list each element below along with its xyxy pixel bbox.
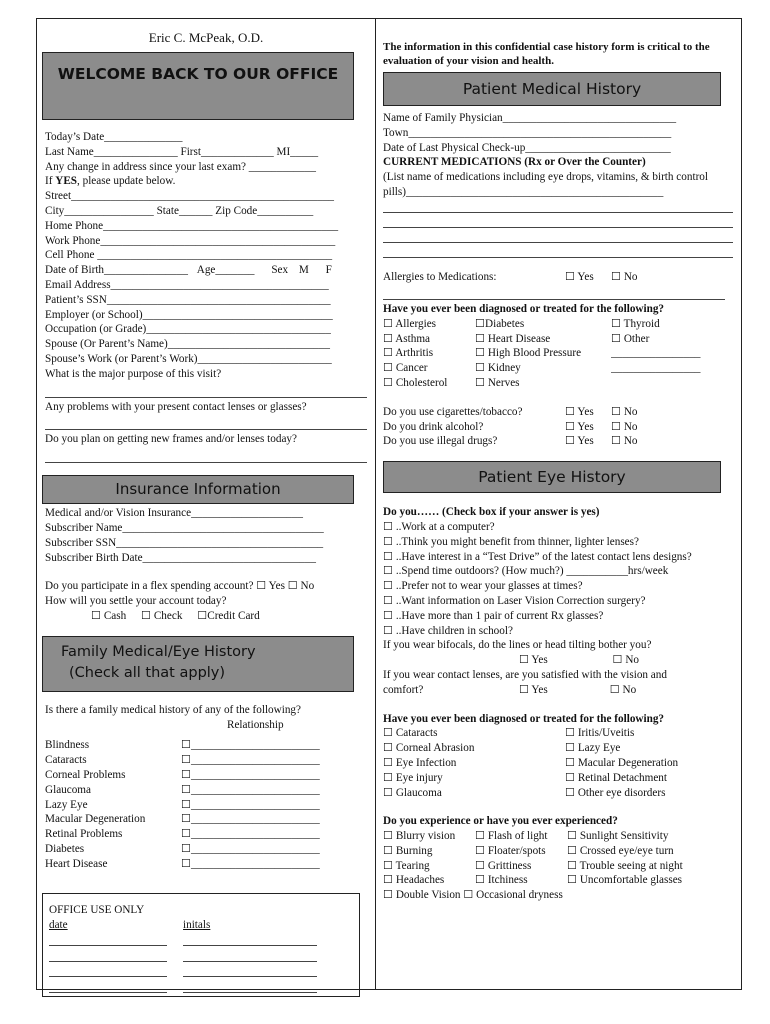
do-you-checkbox-item[interactable]: ☐ ..Work at a computer?	[383, 520, 495, 533]
sex-f-option[interactable]: F	[325, 264, 332, 277]
eye-condition-checkbox[interactable]: ☐ Eye injury	[383, 771, 443, 784]
office-date-line[interactable]	[49, 964, 167, 977]
eye-condition-row	[383, 786, 733, 801]
family-condition-label: Diabetes	[45, 842, 85, 855]
eye-condition-checkbox[interactable]: ☐ Other eye disorders	[565, 786, 666, 799]
condition-checkbox[interactable]	[611, 376, 725, 391]
family-history-row	[45, 783, 367, 798]
condition-checkbox[interactable]: ☐ Arthritis	[383, 347, 434, 360]
column-divider	[375, 18, 376, 990]
eye-history-section	[383, 505, 733, 903]
if-yes-bold: YES	[55, 175, 78, 188]
age-label: Age_______	[196, 264, 255, 277]
if-yes-note	[45, 174, 367, 189]
spouse-work-field[interactable]: Spouse’s Work (or Parent’s Work)________________________	[45, 352, 332, 365]
condition-checkbox[interactable]: ☐ Kidney	[475, 362, 521, 375]
medications-note[interactable]: (List name of medications including eye drops, vitamins, & birth control pills)______________________________________________	[383, 171, 708, 199]
office-initials-label: initals	[183, 919, 211, 932]
condition-checkbox[interactable]: ☐ Heart Disease	[475, 332, 551, 345]
family-history-row	[45, 798, 367, 813]
sex-label: Sex	[271, 264, 289, 277]
bifocal-options	[383, 653, 733, 668]
contact-lens-question-end	[383, 683, 733, 698]
habit-no-checkbox[interactable]: ☐ No	[611, 420, 638, 433]
family-relationship-checkbox[interactable]: ☐_______________________	[181, 857, 320, 870]
condition-checkbox[interactable]: ☐ Nerves	[475, 376, 520, 389]
symptom-row	[383, 829, 733, 844]
eye-condition-checkbox[interactable]: ☐ Iritis/Uveitis	[565, 727, 635, 740]
eye-condition-checkbox[interactable]: ☐ Macular Degeneration	[565, 756, 679, 769]
eye-condition-checkbox[interactable]: ☐ Retinal Detachment	[565, 771, 667, 784]
condition-checkbox[interactable]: ☐ Cholesterol	[383, 376, 448, 389]
do-you-checkbox-item[interactable]: ☐ ..Have more than 1 pair of current Rx glasses?	[383, 609, 604, 622]
symptom-row	[383, 859, 733, 874]
habits-list	[383, 405, 733, 449]
visit-purpose-answer-line[interactable]	[45, 385, 367, 398]
condition-row	[383, 317, 733, 332]
condition-checkbox[interactable]: ☐ Thyroid	[611, 317, 660, 330]
subscriber-name-field[interactable]: Subscriber Name____________________________________	[45, 521, 324, 534]
relationship-label: Relationship	[227, 718, 284, 731]
family-physician-field[interactable]: Name of Family Physician_______________________________	[383, 112, 677, 124]
family-relationship-checkbox[interactable]: ☐_______________________	[181, 783, 320, 796]
eye-condition-checkbox[interactable]: ☐ Cataracts	[383, 727, 438, 740]
street-field[interactable]: Street_______________________________________________	[45, 190, 335, 203]
subscriber-ssn-field[interactable]: Subscriber SSN_____________________________________	[45, 536, 324, 549]
left-column	[45, 24, 367, 932]
medications-line[interactable]	[383, 215, 733, 228]
office-date-line[interactable]	[49, 980, 167, 993]
do-you-checkbox-item[interactable]: ☐ ..Spend time outdoors? (How much?) ___________hrs/week	[383, 565, 669, 578]
contacts-problem-question: Any problems with your present contact lenses or glasses?	[45, 400, 307, 413]
family-history-section	[45, 703, 367, 872]
city-state-zip-field[interactable]: City________________ State______ Zip Code__________	[45, 204, 314, 217]
condition-checkbox[interactable]: ☐ Other	[611, 332, 650, 345]
family-condition-label: Macular Degeneration	[45, 813, 146, 826]
office-use-title: OFFICE USE ONLY	[49, 904, 145, 917]
family-history-row	[45, 842, 367, 857]
symptoms-last-row[interactable]: ☐ Double Vision ☐ Occasional dryness	[383, 889, 563, 902]
family-relationship-checkbox[interactable]: ☐_______________________	[181, 739, 320, 752]
symptom-checkbox[interactable]: ☐ Sunlight Sensitivity	[567, 830, 669, 843]
bifocal-question: If you wear bifocals, do the lines or head tilting bother you?	[383, 639, 652, 652]
family-history-row	[45, 857, 367, 872]
family-relationship-checkbox[interactable]: ☐_______________________	[181, 842, 320, 855]
habit-no-checkbox[interactable]: ☐ No	[611, 405, 638, 418]
family-history-row	[45, 738, 367, 753]
symptom-checkbox[interactable]: ☐ Burning	[383, 844, 433, 857]
condition-checkbox[interactable]: ☐Diabetes	[475, 317, 525, 330]
symptom-checkbox[interactable]: ☐ Flash of light	[475, 830, 548, 843]
subscriber-birth-field[interactable]: Subscriber Birth Date_______________________________	[45, 551, 316, 564]
contact-no-checkbox[interactable]: ☐ No	[609, 683, 637, 696]
name-field[interactable]: Last Name_______________ First_____________ MI_____	[45, 145, 319, 158]
work-phone-field[interactable]: Work Phone__________________________________________	[45, 234, 336, 247]
insurance-section	[45, 506, 367, 624]
other-condition-line[interactable]: ________________	[611, 347, 701, 360]
office-initials-line[interactable]	[183, 933, 317, 946]
symptom-checkbox[interactable]: ☐ Uncomfortable glasses	[567, 874, 683, 887]
do-you-checkbox-item[interactable]: ☐ ..Want information on Laser Vision Correction surgery?	[383, 594, 646, 607]
family-condition-label: Retinal Problems	[45, 828, 123, 841]
do-you-checkbox-item[interactable]: ☐ ..Prefer not to wear your glasses at times?	[383, 580, 583, 593]
family-history-row	[45, 753, 367, 768]
home-phone-field[interactable]: Home Phone__________________________________________	[45, 219, 339, 232]
confidential-intro: The information in this confidential case history form is critical to the evaluation of your vision and health.	[383, 41, 710, 67]
family-title-line1: Family Medical/Eye History	[61, 643, 256, 660]
office-initials-column	[183, 918, 333, 995]
eye-condition-checkbox[interactable]: ☐ Glaucoma	[383, 786, 442, 799]
do-you-list	[383, 520, 733, 638]
if-yes-suffix: , please update below.	[77, 175, 176, 188]
welcome-banner: WELCOME BACK TO OUR OFFICE	[42, 52, 354, 120]
office-date-line[interactable]	[49, 949, 167, 962]
medical-history-section	[383, 111, 733, 449]
office-date-line[interactable]	[49, 933, 167, 946]
family-condition-label: Corneal Problems	[45, 768, 126, 781]
employer-field[interactable]: Employer (or School)__________________________________	[45, 308, 333, 321]
habit-row	[383, 420, 733, 435]
eye-conditions-grid	[383, 726, 733, 800]
eye-condition-row	[383, 726, 733, 741]
habit-row	[383, 405, 733, 420]
bifocal-no-checkbox[interactable]: ☐ No	[612, 654, 639, 667]
habit-question: Do you use illegal drugs?	[383, 435, 498, 448]
symptom-checkbox[interactable]: ☐ Grittiness	[475, 859, 532, 872]
eye-condition-checkbox[interactable]: ☐ Eye Infection	[383, 756, 457, 769]
diagnosed-title: Have you ever been diagnosed or treated for the following?	[383, 302, 665, 315]
new-frames-answer-line[interactable]	[45, 450, 367, 463]
medications-line[interactable]	[383, 200, 733, 213]
medications-line[interactable]	[383, 230, 733, 243]
allergies-row	[383, 270, 733, 285]
family-condition-label: Lazy Eye	[45, 798, 88, 811]
habit-yes-checkbox[interactable]: ☐ Yes	[565, 435, 594, 448]
office-initials-line[interactable]	[183, 949, 317, 962]
family-relationship-checkbox[interactable]: ☐_______________________	[181, 828, 320, 841]
family-relationship-checkbox[interactable]: ☐_______________________	[181, 754, 320, 767]
contact-yes-checkbox[interactable]: ☐ Yes	[519, 683, 548, 696]
family-history-row	[45, 812, 367, 827]
contacts-problem-answer-line[interactable]	[45, 417, 367, 430]
todays-date-field[interactable]: Today’s Date______________	[45, 131, 183, 143]
email-field[interactable]: Email Address_______________________________________	[45, 278, 329, 291]
family-condition-label: Glaucoma	[45, 783, 91, 796]
office-date-label: date	[49, 919, 68, 932]
family-history-question: Is there a family medical history of any of the following?	[45, 703, 301, 716]
family-condition-label: Heart Disease	[45, 857, 108, 870]
family-title-line2: (Check all that apply)	[69, 664, 226, 681]
symptom-checkbox[interactable]: ☐ Blurry vision	[383, 830, 456, 843]
habit-yes-checkbox[interactable]: ☐ Yes	[565, 405, 594, 418]
allergies-line[interactable]	[383, 287, 725, 300]
family-condition-label: Cataracts	[45, 754, 87, 767]
bifocal-yes-checkbox[interactable]: ☐ Yes	[519, 654, 548, 667]
insurance-banner: Insurance Information	[42, 475, 354, 504]
habit-row	[383, 434, 733, 449]
family-history-row	[45, 827, 367, 842]
office-initials-line[interactable]	[183, 980, 317, 993]
eye-condition-row	[383, 741, 733, 756]
office-use-box	[42, 893, 360, 997]
ssn-field[interactable]: Patient’s SSN________________________________________	[45, 293, 331, 306]
occupation-field[interactable]: Occupation (or Grade)_________________________________	[45, 323, 331, 336]
eye-condition-checkbox[interactable]: ☐ Corneal Abrasion	[383, 742, 475, 755]
sex-m-option[interactable]: M	[298, 264, 309, 277]
settle-account-question: How will you settle your account today?	[45, 595, 227, 608]
town-field[interactable]: Town_______________________________________________	[383, 126, 672, 139]
condition-row	[383, 376, 733, 391]
habit-question: Do you drink alcohol?	[383, 420, 484, 433]
cell-phone-field[interactable]: Cell Phone __________________________________________	[45, 249, 333, 262]
dob-label: Date of Birth_______________	[45, 264, 188, 277]
symptom-checkbox[interactable]: ☐ Crossed eye/eye turn	[567, 844, 674, 857]
habit-no-checkbox[interactable]: ☐ No	[611, 435, 638, 448]
do-you-checkbox-item[interactable]: ☐ ..Have interest in a “Test Drive” of the latest contact lens designs?	[383, 550, 692, 563]
condition-row	[383, 346, 733, 361]
payment-options	[45, 609, 367, 624]
doctor-name: Eric C. McPeak, O.D.	[148, 30, 264, 45]
family-relationship-checkbox[interactable]: ☐_______________________	[181, 813, 320, 826]
condition-checkbox[interactable]: ☐ Allergies	[383, 317, 437, 330]
symptom-checkbox[interactable]: ☐ Trouble seeing at night	[567, 859, 683, 872]
address-change-field[interactable]: Any change in address since your last exam? ____________	[45, 160, 316, 173]
allergies-yes-checkbox[interactable]: ☐ Yes	[565, 271, 594, 284]
right-column	[383, 24, 733, 903]
do-you-checkbox-item[interactable]: ☐ ..Have children in school?	[383, 624, 513, 637]
symptom-checkbox[interactable]: ☐ Itchiness	[475, 874, 528, 887]
eye-diagnosed-title: Have you ever been diagnosed or treated for the following?	[383, 712, 665, 725]
last-physical-field[interactable]: Date of Last Physical Check-up__________________________	[383, 141, 671, 154]
office-use-columns	[49, 918, 359, 995]
do-you-title: Do you…… (Check box if your answer is yes)	[383, 506, 600, 519]
contact-lens-comfort-label: comfort?	[383, 683, 424, 696]
habit-question: Do you use cigarettes/tobacco?	[383, 405, 523, 418]
other-condition-line[interactable]: ________________	[611, 362, 701, 375]
family-condition-label: Blindness	[45, 739, 90, 752]
dob-field[interactable]	[45, 263, 367, 278]
experience-title: Do you experience or have you ever experienced?	[383, 815, 618, 828]
family-history-list	[45, 738, 367, 871]
contact-lens-question: If you wear contact lenses, are you satisfied with the vision and	[383, 668, 667, 681]
symptom-row	[383, 844, 733, 859]
family-history-banner	[42, 636, 354, 692]
eye-condition-row	[383, 771, 733, 786]
symptoms-grid	[383, 829, 733, 888]
eye-condition-row	[383, 756, 733, 771]
insurance-name-field[interactable]: Medical and/or Vision Insurance____________________	[45, 507, 303, 520]
office-initials-line[interactable]	[183, 964, 317, 977]
check-checkbox[interactable]: ☐ Check	[141, 609, 183, 622]
new-frames-question: Do you plan on getting new frames and/or lenses today?	[45, 433, 297, 446]
cash-checkbox[interactable]: ☐ Cash	[91, 609, 127, 622]
eye-condition-checkbox[interactable]: ☐ Lazy Eye	[565, 742, 621, 755]
patient-info-section	[45, 130, 367, 463]
credit-card-checkbox[interactable]: ☐Credit Card	[197, 609, 260, 622]
if-yes-prefix: If	[45, 175, 56, 188]
medications-line[interactable]	[383, 245, 733, 258]
symptom-checkbox[interactable]: ☐ Floater/spots	[475, 844, 546, 857]
condition-row	[383, 361, 733, 376]
spouse-name-field[interactable]: Spouse (Or Parent’s Name)_____________________________	[45, 338, 330, 351]
condition-checkbox[interactable]: ☐ High Blood Pressure	[475, 347, 582, 360]
visit-purpose-question: What is the major purpose of this visit?	[45, 367, 222, 380]
family-history-row	[45, 768, 367, 783]
symptom-row	[383, 873, 733, 888]
eye-history-banner: Patient Eye History	[383, 461, 721, 493]
habit-yes-checkbox[interactable]: ☐ Yes	[565, 420, 594, 433]
symptom-checkbox[interactable]: ☐ Tearing	[383, 859, 430, 872]
allergies-no-checkbox[interactable]: ☐ No	[611, 271, 638, 284]
condition-checkbox[interactable]: ☐ Cancer	[383, 362, 428, 375]
condition-checkbox[interactable]: ☐ Asthma	[383, 332, 431, 345]
flex-spending-question[interactable]: Do you participate in a flex spending account? ☐ Yes ☐ No	[45, 580, 315, 593]
conditions-grid	[383, 317, 733, 391]
do-you-checkbox-item[interactable]: ☐ ..Think you might benefit from thinner, lighter lenses?	[383, 535, 639, 548]
symptom-checkbox[interactable]: ☐ Headaches	[383, 874, 445, 887]
office-date-column	[49, 918, 183, 995]
allergies-label: Allergies to Medications:	[383, 271, 497, 284]
condition-row	[383, 332, 733, 347]
family-relationship-checkbox[interactable]: ☐_______________________	[181, 798, 320, 811]
current-medications-title: CURRENT MEDICATIONS (Rx or Over the Counter)	[383, 156, 646, 169]
medical-history-banner: Patient Medical History	[383, 72, 721, 106]
family-relationship-checkbox[interactable]: ☐_______________________	[181, 768, 320, 781]
